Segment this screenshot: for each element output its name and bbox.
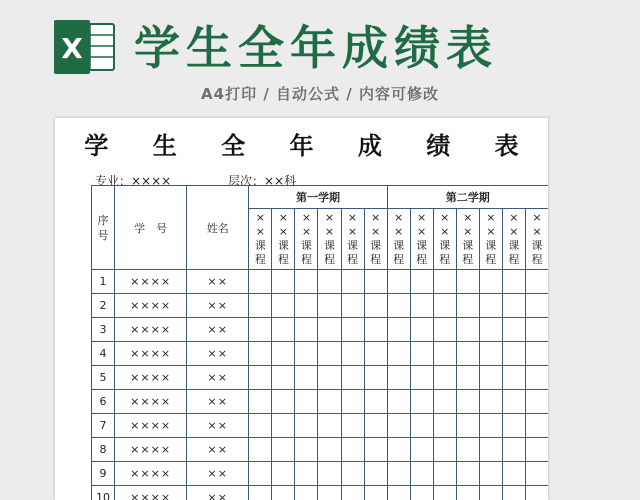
header-course: ××课程: [387, 209, 410, 270]
cell-grade[interactable]: [433, 414, 456, 438]
cell-grade[interactable]: [433, 294, 456, 318]
cell-grade[interactable]: [272, 366, 295, 390]
cell-grade[interactable]: [318, 462, 341, 486]
header-course: ××课程: [525, 209, 548, 270]
cell-grade[interactable]: [364, 294, 387, 318]
header-course: ××课程: [318, 209, 341, 270]
cell-grade[interactable]: [410, 270, 433, 294]
header-course: ××课程: [433, 209, 456, 270]
header-course: ××课程: [249, 209, 272, 270]
cell-grade[interactable]: [502, 270, 525, 294]
cell-grade[interactable]: [318, 390, 341, 414]
cell-grade[interactable]: [525, 414, 548, 438]
cell-grade[interactable]: [364, 438, 387, 462]
cell-grade[interactable]: [433, 342, 456, 366]
cell-name[interactable]: ××: [187, 390, 249, 414]
cell-grade[interactable]: [433, 390, 456, 414]
excel-icon: [52, 20, 118, 74]
cell-name[interactable]: ××: [187, 462, 249, 486]
cell-grade[interactable]: [318, 318, 341, 342]
header-seq: 序号: [92, 186, 115, 270]
cell-student-id[interactable]: ××××: [115, 270, 187, 294]
cell-grade[interactable]: [456, 390, 479, 414]
cell-grade[interactable]: [387, 342, 410, 366]
cell-grade[interactable]: [249, 270, 272, 294]
cell-grade[interactable]: [433, 486, 456, 500]
cell-grade[interactable]: [456, 438, 479, 462]
header-row-semesters: [92, 186, 549, 209]
cell-grade[interactable]: [295, 438, 318, 462]
cell-grade[interactable]: [341, 366, 364, 390]
cell-grade[interactable]: [341, 462, 364, 486]
cell-grade[interactable]: [479, 414, 502, 438]
cell-grade[interactable]: [387, 294, 410, 318]
cell-grade[interactable]: [364, 318, 387, 342]
cell-grade[interactable]: [387, 270, 410, 294]
cell-grade[interactable]: [272, 438, 295, 462]
cell-grade[interactable]: [479, 462, 502, 486]
cell-grade[interactable]: [525, 318, 548, 342]
cell-grade[interactable]: [272, 414, 295, 438]
cell-grade[interactable]: [433, 462, 456, 486]
header-course: ××课程: [502, 209, 525, 270]
table-row: [92, 318, 549, 342]
cell-grade[interactable]: [341, 270, 364, 294]
cell-grade[interactable]: [410, 366, 433, 390]
cell-grade[interactable]: [525, 366, 548, 390]
cell-seq[interactable]: 8: [92, 438, 115, 462]
cell-grade[interactable]: [387, 318, 410, 342]
cell-name[interactable]: ××: [187, 342, 249, 366]
cell-grade[interactable]: [341, 294, 364, 318]
header-course: ××课程: [272, 209, 295, 270]
cell-grade[interactable]: [479, 366, 502, 390]
cell-name[interactable]: ××: [187, 486, 249, 500]
cell-grade[interactable]: [410, 390, 433, 414]
banner-subtitle: A4打印 / 自动公式 / 内容可修改: [201, 85, 439, 103]
cell-grade[interactable]: [525, 270, 548, 294]
cell-grade[interactable]: [249, 486, 272, 500]
cell-grade[interactable]: [318, 294, 341, 318]
cell-grade[interactable]: [456, 318, 479, 342]
cell-grade[interactable]: [525, 438, 548, 462]
cell-grade[interactable]: [456, 366, 479, 390]
cell-grade[interactable]: [272, 342, 295, 366]
cell-seq[interactable]: 6: [92, 390, 115, 414]
cell-seq[interactable]: 1: [92, 270, 115, 294]
cell-grade[interactable]: [456, 486, 479, 500]
cell-grade[interactable]: [341, 438, 364, 462]
cell-grade[interactable]: [479, 342, 502, 366]
grade-table: [91, 185, 548, 500]
cell-grade[interactable]: [364, 486, 387, 500]
cell-grade[interactable]: [410, 438, 433, 462]
cell-grade[interactable]: [249, 318, 272, 342]
cell-grade[interactable]: [295, 318, 318, 342]
header-course: ××课程: [479, 209, 502, 270]
cell-grade[interactable]: [295, 414, 318, 438]
cell-grade[interactable]: [295, 366, 318, 390]
table-row: [92, 438, 549, 462]
table-row: [92, 342, 549, 366]
cell-grade[interactable]: [387, 366, 410, 390]
cell-grade[interactable]: [295, 390, 318, 414]
cell-grade[interactable]: [318, 342, 341, 366]
cell-grade[interactable]: [525, 462, 548, 486]
cell-grade[interactable]: [479, 438, 502, 462]
cell-grade[interactable]: [364, 462, 387, 486]
cell-grade[interactable]: [456, 462, 479, 486]
excel-icon-letter: X: [61, 32, 83, 65]
table-row: [92, 414, 549, 438]
cell-grade[interactable]: [502, 342, 525, 366]
header-course: ××课程: [456, 209, 479, 270]
cell-grade[interactable]: [456, 342, 479, 366]
cell-grade[interactable]: [295, 270, 318, 294]
cell-grade[interactable]: [249, 414, 272, 438]
cell-name[interactable]: ××: [187, 366, 249, 390]
table-row: [92, 462, 549, 486]
header-student-id: 学 号: [115, 186, 187, 270]
cell-grade[interactable]: [364, 270, 387, 294]
major-label: 专业：××××: [95, 174, 172, 188]
cell-seq[interactable]: 2: [92, 294, 115, 318]
cell-grade[interactable]: [364, 414, 387, 438]
cell-grade[interactable]: [525, 486, 548, 500]
cell-grade[interactable]: [295, 486, 318, 500]
cell-seq[interactable]: 4: [92, 342, 115, 366]
cell-grade[interactable]: [341, 342, 364, 366]
cell-grade[interactable]: [456, 294, 479, 318]
cell-grade[interactable]: [479, 318, 502, 342]
cell-grade[interactable]: [249, 366, 272, 390]
cell-grade[interactable]: [479, 486, 502, 500]
cell-grade[interactable]: [341, 414, 364, 438]
cell-grade[interactable]: [479, 270, 502, 294]
table-row: [92, 270, 549, 294]
cell-grade[interactable]: [295, 342, 318, 366]
cell-seq[interactable]: 3: [92, 318, 115, 342]
cell-seq[interactable]: 5: [92, 366, 115, 390]
cell-name[interactable]: ××: [187, 294, 249, 318]
cell-student-id[interactable]: ××××: [115, 438, 187, 462]
cell-grade[interactable]: [272, 390, 295, 414]
cell-student-id[interactable]: ××××: [115, 462, 187, 486]
cell-grade[interactable]: [272, 486, 295, 500]
header-name: 姓名: [187, 186, 249, 270]
header-semester-2: 第二学期: [387, 186, 548, 209]
cell-grade[interactable]: [502, 486, 525, 500]
cell-grade[interactable]: [295, 294, 318, 318]
cell-grade[interactable]: [433, 366, 456, 390]
cell-grade[interactable]: [410, 486, 433, 500]
cell-student-id[interactable]: ××××: [115, 390, 187, 414]
cell-grade[interactable]: [410, 414, 433, 438]
cell-student-id[interactable]: ××××: [115, 486, 187, 500]
cell-grade[interactable]: [502, 462, 525, 486]
level-label: 层次：××科: [228, 174, 297, 188]
cell-grade[interactable]: [387, 390, 410, 414]
cell-grade[interactable]: [525, 342, 548, 366]
cell-grade[interactable]: [502, 294, 525, 318]
header-semester-1: 第一学期: [249, 186, 387, 209]
cell-grade[interactable]: [387, 414, 410, 438]
cell-grade[interactable]: [479, 294, 502, 318]
cell-grade[interactable]: [479, 390, 502, 414]
cell-grade[interactable]: [502, 390, 525, 414]
cell-grade[interactable]: [433, 438, 456, 462]
table-row: [92, 366, 549, 390]
cell-grade[interactable]: [525, 390, 548, 414]
cell-student-id[interactable]: ××××: [115, 414, 187, 438]
cell-grade[interactable]: [318, 270, 341, 294]
cell-grade[interactable]: [272, 294, 295, 318]
cell-grade[interactable]: [502, 318, 525, 342]
table-row: [92, 486, 549, 500]
cell-grade[interactable]: [410, 318, 433, 342]
cell-grade[interactable]: [341, 390, 364, 414]
cell-grade[interactable]: [249, 438, 272, 462]
cell-grade[interactable]: [387, 462, 410, 486]
cell-grade[interactable]: [318, 414, 341, 438]
cell-student-id[interactable]: ××××: [115, 342, 187, 366]
cell-grade[interactable]: [525, 294, 548, 318]
cell-student-id[interactable]: ××××: [115, 318, 187, 342]
cell-grade[interactable]: [318, 438, 341, 462]
cell-grade[interactable]: [341, 486, 364, 500]
cell-grade[interactable]: [502, 366, 525, 390]
cell-student-id[interactable]: ××××: [115, 366, 187, 390]
cell-grade[interactable]: [341, 318, 364, 342]
cell-name[interactable]: ××: [187, 318, 249, 342]
cell-grade[interactable]: [364, 366, 387, 390]
table-row: [92, 390, 549, 414]
header-course: ××课程: [410, 209, 433, 270]
cell-name[interactable]: ××: [187, 414, 249, 438]
cell-grade[interactable]: [387, 486, 410, 500]
header-course: ××课程: [295, 209, 318, 270]
cell-grade[interactable]: [318, 486, 341, 500]
cell-grade[interactable]: [456, 414, 479, 438]
table-row: [92, 294, 549, 318]
cell-grade[interactable]: [272, 462, 295, 486]
header-course: ××课程: [341, 209, 364, 270]
cell-grade[interactable]: [410, 462, 433, 486]
cell-grade[interactable]: [387, 438, 410, 462]
cell-grade[interactable]: [318, 366, 341, 390]
cell-grade[interactable]: [272, 318, 295, 342]
cell-name[interactable]: ××: [187, 438, 249, 462]
cell-student-id[interactable]: ××××: [115, 294, 187, 318]
spreadsheet-page: [55, 118, 548, 500]
cell-grade[interactable]: [364, 390, 387, 414]
cell-grade[interactable]: [249, 342, 272, 366]
cell-grade[interactable]: [249, 390, 272, 414]
cell-seq[interactable]: 9: [92, 462, 115, 486]
cell-grade[interactable]: [364, 342, 387, 366]
banner-title: 学生全年成绩表: [134, 21, 498, 75]
header-course: ××课程: [364, 209, 387, 270]
cell-grade[interactable]: [433, 318, 456, 342]
cell-grade[interactable]: [249, 294, 272, 318]
cell-grade[interactable]: [410, 294, 433, 318]
cell-grade[interactable]: [502, 414, 525, 438]
cell-grade[interactable]: [249, 462, 272, 486]
sheet-title: 学 生 全 年 成 绩 表: [84, 132, 537, 160]
cell-grade[interactable]: [502, 438, 525, 462]
cell-seq[interactable]: 10: [92, 486, 115, 500]
banner: [0, 0, 640, 118]
cell-grade[interactable]: [272, 270, 295, 294]
cell-grade[interactable]: [410, 342, 433, 366]
cell-grade[interactable]: [433, 270, 456, 294]
cell-grade[interactable]: [456, 270, 479, 294]
cell-seq[interactable]: 7: [92, 414, 115, 438]
cell-grade[interactable]: [295, 462, 318, 486]
cell-name[interactable]: ××: [187, 270, 249, 294]
